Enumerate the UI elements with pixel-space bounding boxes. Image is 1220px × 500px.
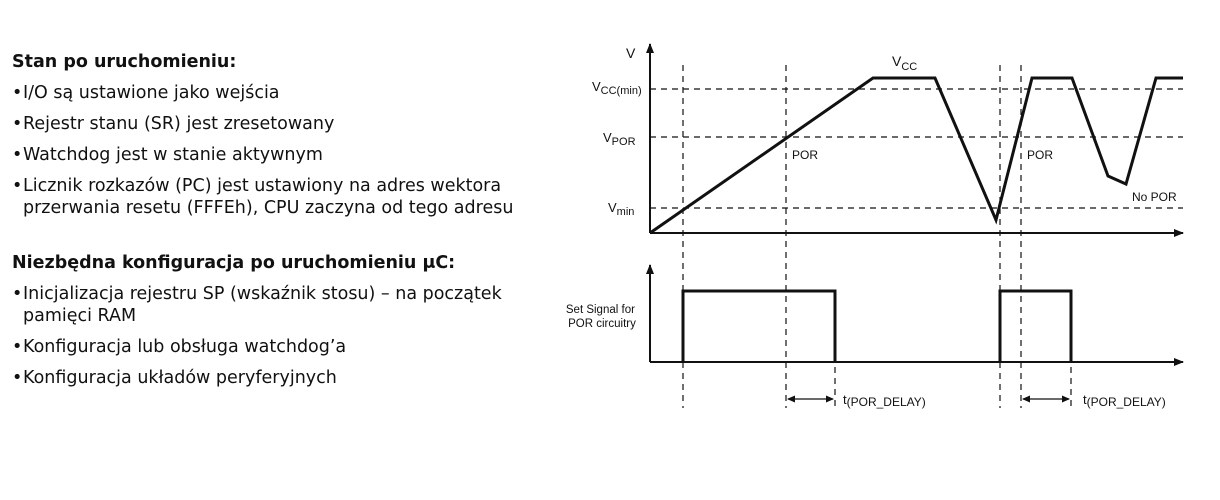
por-delay-label-1: t(POR_DELAY) bbox=[843, 392, 926, 409]
por-label-2: POR bbox=[1027, 148, 1054, 162]
list-item: • Rejestr stanu (SR) jest zresetowany bbox=[12, 113, 557, 135]
list-item: • Licznik rozkazów (PC) jest ustawiony na adres wektora przerwania resetu (FFFEh), CPU zaczyna od tego adresu bbox=[12, 175, 557, 219]
vmin-label: $V_{min}$ bbox=[608, 200, 635, 218]
list-item: • Konfiguracja układów peryferyjnych bbox=[12, 367, 557, 389]
por-pulse bbox=[1000, 291, 1071, 362]
vcc-label: $V_{CC}$ bbox=[892, 53, 918, 73]
vcc-waveform bbox=[650, 78, 1183, 233]
list-item: • Watchdog jest w stanie aktywnym bbox=[12, 144, 557, 166]
vpor-label: $V_{POR}$ bbox=[603, 130, 636, 148]
por-pulse bbox=[683, 291, 835, 362]
threshold-lines bbox=[650, 89, 1183, 208]
list-item: • I/O są ustawione jako wejścia bbox=[12, 82, 557, 104]
section2-heading: Niezbędna konfiguracja po uruchomieniu μC: bbox=[12, 253, 456, 273]
set-signal-label: Set Signal for POR circuitry bbox=[565, 304, 636, 330]
no-por-label: No POR bbox=[1132, 190, 1177, 204]
v-axis-label: V bbox=[626, 45, 636, 61]
list-item: • Inicjalizacja rejestru SP (wskaźnik stosu) – na początek pamięci RAM bbox=[12, 283, 557, 327]
list-item: • Konfiguracja lub obsługa watchdog’a bbox=[12, 336, 557, 358]
por-label-1: POR bbox=[792, 148, 819, 162]
section1-heading: Stan po uruchomieniu: bbox=[12, 52, 237, 72]
por-delay-label-2: t(POR_DELAY) bbox=[1083, 392, 1166, 409]
vcc-min-label: $V_{CC(min)}$ bbox=[592, 79, 642, 97]
time-markers bbox=[683, 65, 1071, 408]
